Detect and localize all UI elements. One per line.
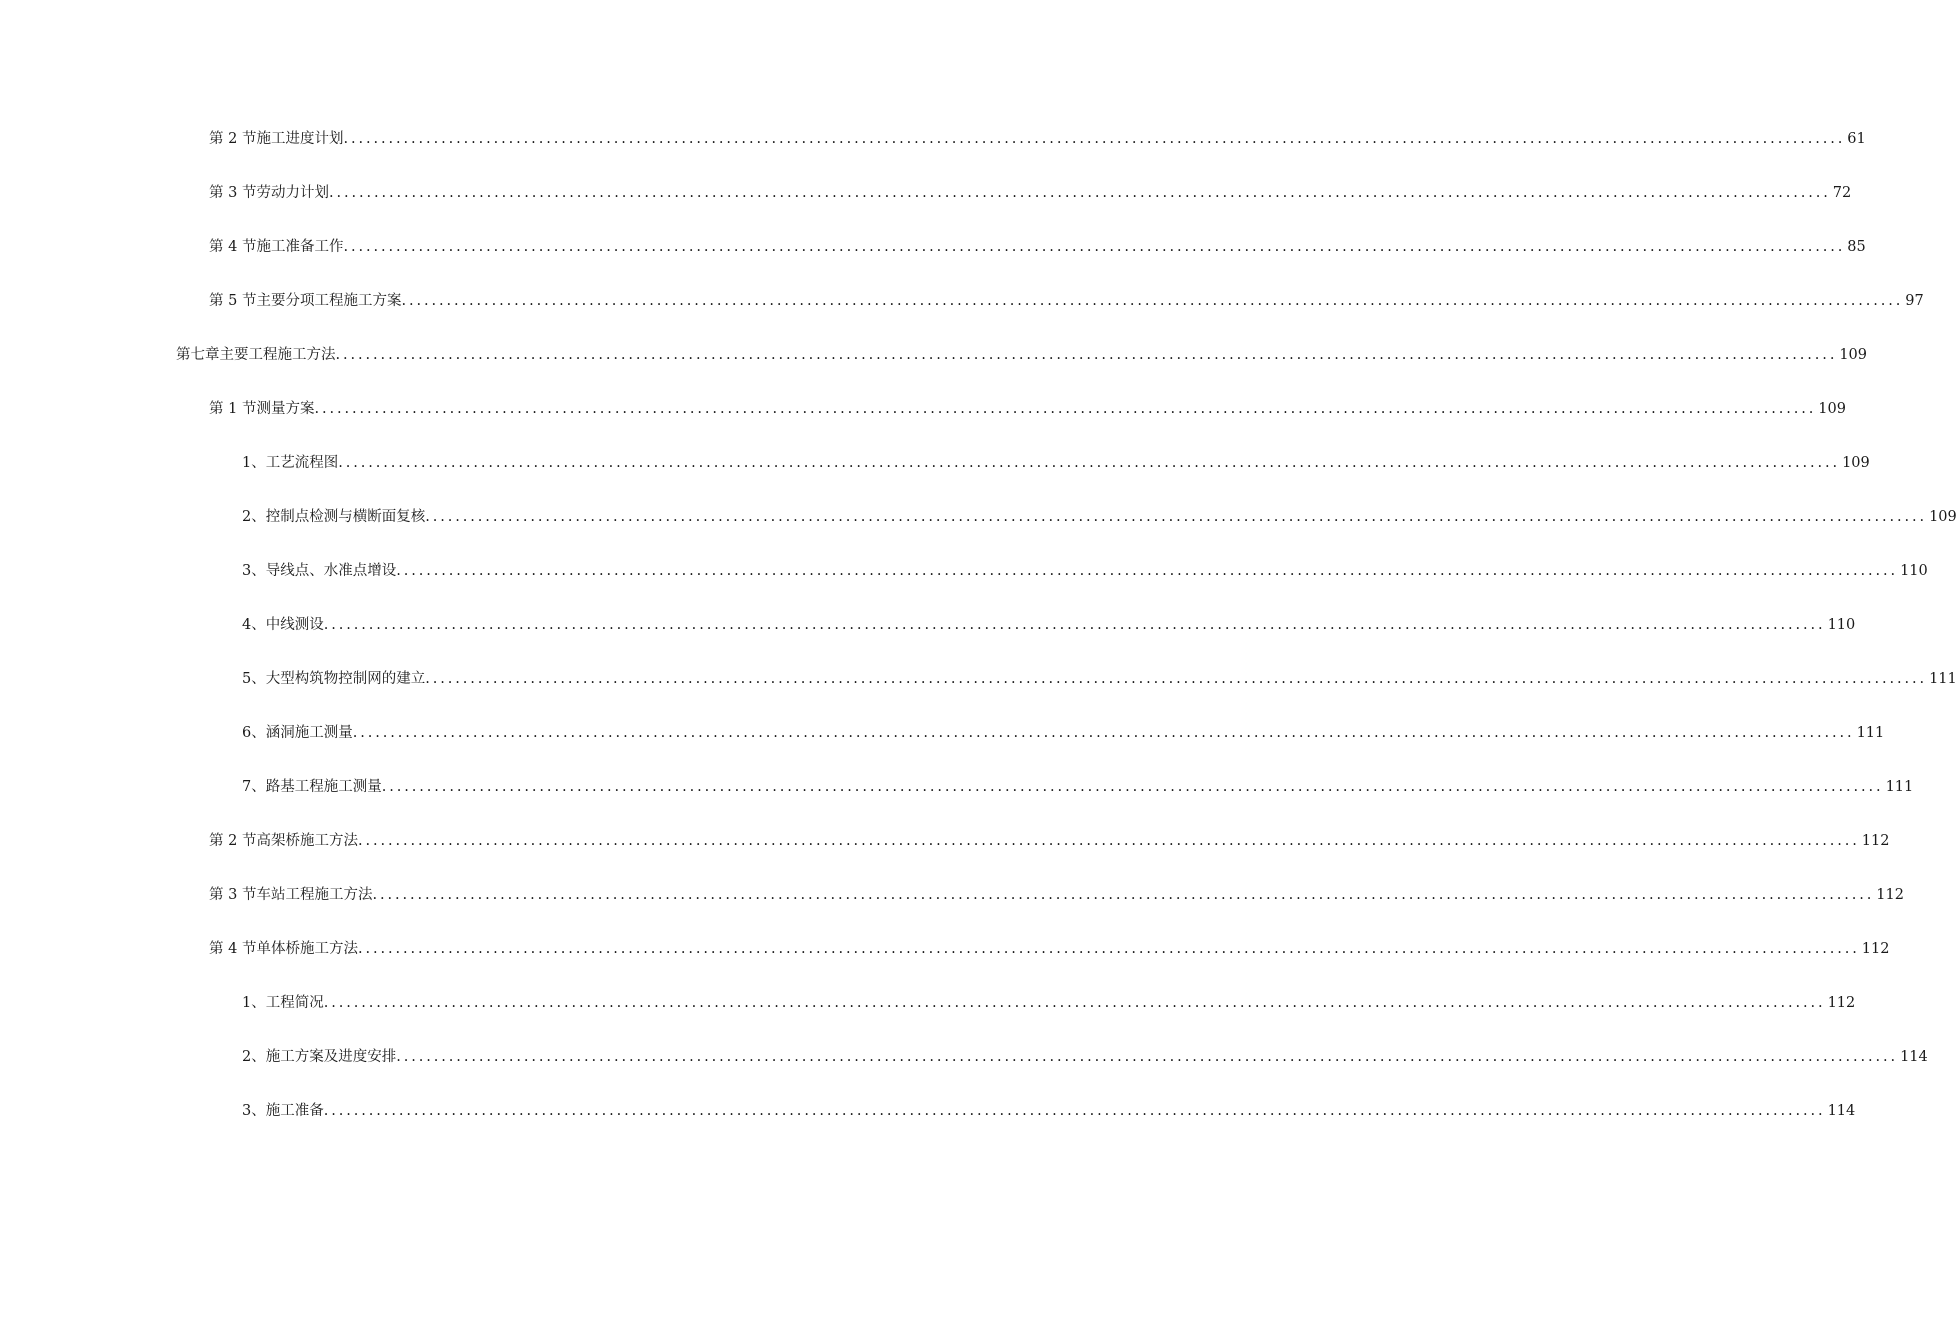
toc-entry-title: 工艺流程图 bbox=[265, 455, 339, 471]
toc-entry-row bbox=[242, 557, 1928, 585]
toc-entry-page-number: 61 bbox=[1847, 131, 1866, 147]
toc-entry-title: 导线点、水准点增设 bbox=[265, 563, 397, 579]
toc-entry-page-number: 112 bbox=[1861, 833, 1890, 849]
toc-entry-row bbox=[209, 287, 1924, 315]
toc-entry[interactable] bbox=[0, 827, 1890, 881]
toc-entry-number: 1、 bbox=[242, 995, 266, 1011]
toc-entry-row bbox=[242, 989, 1856, 1017]
toc-entry-title: 中线测设 bbox=[265, 617, 324, 633]
toc-entry[interactable] bbox=[0, 611, 1856, 665]
toc-dot-leader: ........................................................................................................................................................................................................ bbox=[357, 833, 1860, 849]
toc-entry-row bbox=[209, 935, 1890, 963]
toc-entry-number: 第七章 bbox=[176, 347, 220, 363]
toc-entry-row bbox=[209, 827, 1890, 855]
toc-dot-leader: ........................................................................................................................................................................................................ bbox=[425, 671, 1928, 687]
toc-entry[interactable] bbox=[0, 287, 1924, 341]
toc-entry-number: 2、 bbox=[242, 1049, 266, 1065]
toc-entry-row bbox=[242, 719, 1885, 747]
toc-dot-leader: ........................................................................................................................................................................................................ bbox=[328, 185, 1831, 201]
toc-entry-number: 第 1 节 bbox=[209, 401, 257, 417]
toc-dot-leader: ........................................................................................................................................................................................................ bbox=[352, 725, 1855, 741]
toc-entry[interactable] bbox=[0, 773, 1914, 827]
toc-entry-page-number: 111 bbox=[1929, 671, 1957, 687]
toc-entry-row bbox=[242, 1043, 1928, 1071]
toc-entry-number: 第 3 节 bbox=[209, 887, 257, 903]
toc-entry-title: 劳动力计划 bbox=[256, 185, 329, 201]
toc-entry-row bbox=[242, 773, 1914, 801]
toc-dot-leader: ........................................................................................................................................................................................................ bbox=[314, 401, 1817, 417]
toc-entry-page-number: 109 bbox=[1842, 455, 1870, 471]
toc-entry[interactable] bbox=[0, 341, 1868, 395]
toc-entry-number: 第 4 节 bbox=[209, 941, 257, 957]
toc-entry-row bbox=[209, 233, 1866, 261]
toc-entry-page-number: 111 bbox=[1885, 779, 1914, 795]
toc-entry-title: 路基工程施工测量 bbox=[265, 779, 382, 795]
toc-entry-page-number: 97 bbox=[1905, 293, 1924, 309]
toc-entry-page-number: 112 bbox=[1827, 995, 1856, 1011]
toc-entry-number: 第 4 节 bbox=[209, 239, 257, 255]
toc-entry[interactable] bbox=[0, 557, 1928, 611]
toc-entry-title: 主要工程施工方法 bbox=[219, 347, 336, 363]
toc-dot-leader: ........................................................................................................................................................................................................ bbox=[396, 1049, 1899, 1065]
toc-entry-title: 涵洞施工测量 bbox=[265, 725, 353, 741]
toc-entry-page-number: 112 bbox=[1861, 941, 1890, 957]
toc-dot-leader: ........................................................................................................................................................................................................ bbox=[323, 617, 1826, 633]
toc-entry[interactable] bbox=[0, 1043, 1928, 1097]
toc-entry[interactable] bbox=[0, 665, 1957, 719]
toc-dot-leader: ........................................................................................................................................................................................................ bbox=[357, 941, 1860, 957]
toc-entry-title: 施工进度计划 bbox=[256, 131, 344, 147]
toc-entry-row bbox=[242, 1097, 1856, 1125]
toc-entry-row bbox=[209, 125, 1866, 153]
toc-entry-page-number: 109 bbox=[1818, 401, 1846, 417]
toc-dot-leader: ........................................................................................................................................................................................................ bbox=[381, 779, 1884, 795]
toc-entry-title: 测量方案 bbox=[256, 401, 315, 417]
toc-entry-title: 施工方案及进度安排 bbox=[265, 1049, 397, 1065]
toc-entry-row bbox=[242, 665, 1957, 693]
toc-entry-title: 控制点检测与横断面复核 bbox=[265, 509, 426, 525]
toc-entry-title: 施工准备 bbox=[265, 1103, 324, 1119]
table-of-contents bbox=[0, 125, 1957, 1151]
toc-dot-leader: ........................................................................................................................................................................................................ bbox=[335, 347, 1838, 363]
toc-entry-number: 第 3 节 bbox=[209, 185, 257, 201]
toc-dot-leader: ........................................................................................................................................................................................................ bbox=[396, 563, 1899, 579]
toc-entry-title: 施工准备工作 bbox=[256, 239, 344, 255]
toc-entry-page-number: 114 bbox=[1827, 1103, 1856, 1119]
toc-entry[interactable] bbox=[0, 503, 1957, 557]
toc-dot-leader: ........................................................................................................................................................................................................ bbox=[425, 509, 1928, 525]
toc-entry-number: 第 2 节 bbox=[209, 833, 257, 849]
toc-entry-title: 工程简况 bbox=[265, 995, 324, 1011]
toc-entry[interactable] bbox=[0, 935, 1890, 989]
toc-entry-number: 3、 bbox=[242, 563, 266, 579]
toc-entry-number: 4、 bbox=[242, 617, 266, 633]
toc-entry-number: 6、 bbox=[242, 725, 266, 741]
toc-entry-row bbox=[209, 179, 1852, 207]
toc-entry-title: 单体桥施工方法 bbox=[256, 941, 358, 957]
toc-entry-row bbox=[242, 503, 1957, 531]
toc-entry-row bbox=[209, 395, 1846, 423]
toc-entry-number: 2、 bbox=[242, 509, 266, 525]
toc-entry-page-number: 110 bbox=[1827, 617, 1856, 633]
toc-entry-number: 第 2 节 bbox=[209, 131, 257, 147]
toc-entry[interactable] bbox=[0, 125, 1866, 179]
toc-entry-page-number: 110 bbox=[1900, 563, 1928, 579]
toc-dot-leader: ........................................................................................................................................................................................................ bbox=[343, 239, 1846, 255]
toc-entry-page-number: 114 bbox=[1900, 1049, 1928, 1065]
toc-entry-page-number: 109 bbox=[1839, 347, 1868, 363]
toc-entry-number: 5、 bbox=[242, 671, 266, 687]
toc-entry[interactable] bbox=[0, 233, 1866, 287]
toc-dot-leader: ........................................................................................................................................................................................................ bbox=[343, 131, 1846, 147]
toc-dot-leader: ........................................................................................................................................................................................................ bbox=[372, 887, 1875, 903]
toc-entry[interactable] bbox=[0, 719, 1885, 773]
toc-entry-number: 3、 bbox=[242, 1103, 266, 1119]
toc-entry-page-number: 112 bbox=[1876, 887, 1904, 903]
toc-entry-number: 1、 bbox=[242, 455, 266, 471]
toc-entry-number: 7、 bbox=[242, 779, 266, 795]
toc-entry[interactable] bbox=[0, 449, 1870, 503]
toc-dot-leader: ........................................................................................................................................................................................................ bbox=[338, 455, 1841, 471]
toc-entry-row bbox=[209, 881, 1904, 909]
toc-entry-row bbox=[176, 341, 1868, 369]
toc-entry-page-number: 72 bbox=[1832, 185, 1852, 201]
toc-entry[interactable] bbox=[0, 989, 1856, 1043]
toc-dot-leader: ........................................................................................................................................................................................................ bbox=[401, 293, 1904, 309]
toc-entry-row bbox=[242, 449, 1870, 477]
toc-entry[interactable] bbox=[0, 881, 1904, 935]
toc-entry[interactable] bbox=[0, 395, 1846, 449]
toc-entry[interactable] bbox=[0, 179, 1852, 233]
toc-entry-title: 车站工程施工方法 bbox=[256, 887, 373, 903]
toc-entry-title: 高架桥施工方法 bbox=[256, 833, 358, 849]
toc-entry[interactable] bbox=[0, 1097, 1856, 1151]
toc-entry-number: 第 5 节 bbox=[209, 293, 257, 309]
toc-entry-title: 大型构筑物控制网的建立 bbox=[265, 671, 426, 687]
toc-dot-leader: ........................................................................................................................................................................................................ bbox=[323, 995, 1826, 1011]
toc-dot-leader: ........................................................................................................................................................................................................ bbox=[323, 1103, 1826, 1119]
toc-entry-title: 主要分项工程施工方案 bbox=[256, 293, 402, 309]
toc-entry-page-number: 111 bbox=[1856, 725, 1885, 741]
toc-entry-row bbox=[242, 611, 1856, 639]
toc-entry-page-number: 109 bbox=[1929, 509, 1957, 525]
toc-entry-page-number: 85 bbox=[1847, 239, 1866, 255]
